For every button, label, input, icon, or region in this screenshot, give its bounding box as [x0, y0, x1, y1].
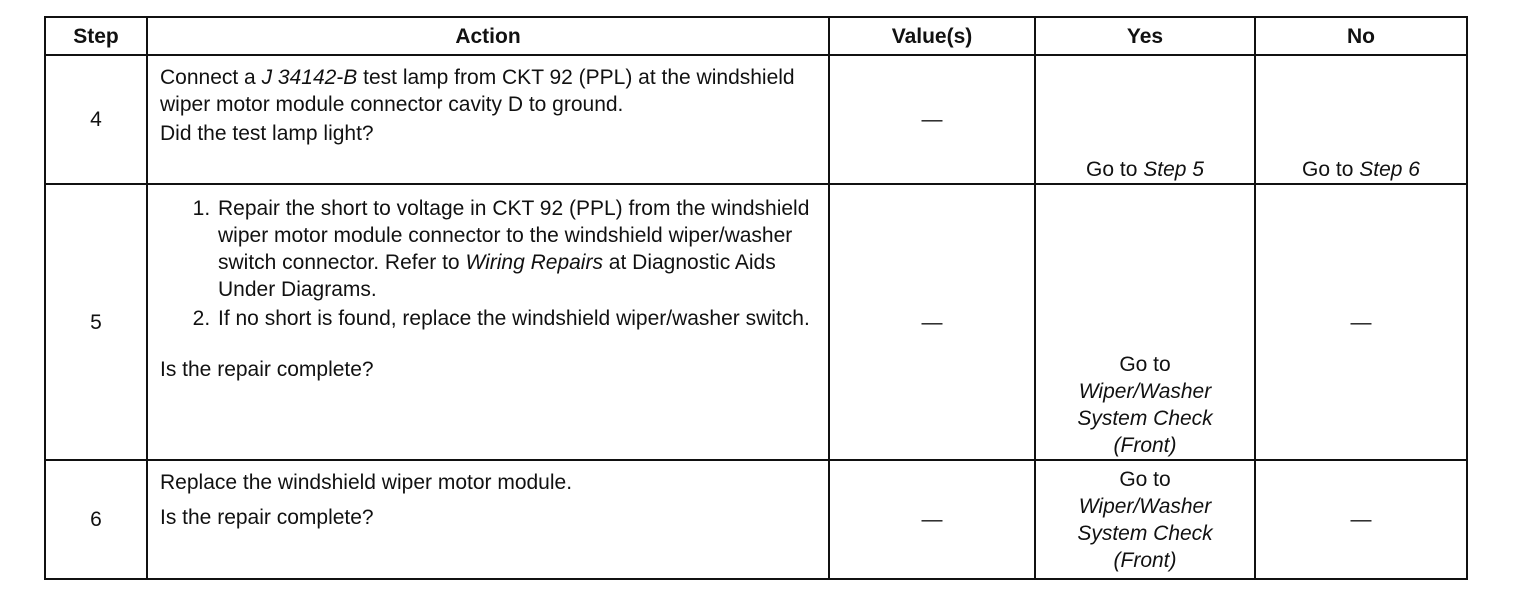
- yes-cell[interactable]: Go to Wiper/Washer System Check (Front): [1035, 184, 1255, 460]
- no-cell[interactable]: Go to Step 6: [1255, 55, 1467, 184]
- header-yes: Yes: [1035, 17, 1255, 55]
- tool-reference: J 34142-B: [261, 66, 358, 89]
- no-cell: —: [1255, 460, 1467, 579]
- yes-link[interactable]: Wiper/Washer System Check (Front): [1077, 380, 1213, 458]
- value-cell: —: [829, 184, 1035, 460]
- action-text: Replace the windshield wiper motor module.: [160, 471, 573, 495]
- value-cell: —: [829, 460, 1035, 579]
- table-row-step-5: [45, 184, 1467, 460]
- step-number: 6: [45, 460, 147, 579]
- action-step-2: 2. If no short is found, replace the windshield wiper/washer switch.: [216, 305, 816, 332]
- action-cell: [147, 55, 829, 184]
- header-no: No: [1255, 17, 1467, 55]
- action-question: Is the repair complete?: [160, 506, 374, 530]
- header-row: [45, 17, 1467, 55]
- yes-cell[interactable]: Go to Step 5: [1035, 55, 1255, 184]
- value-cell: —: [829, 55, 1035, 184]
- header-step: Step: [45, 17, 147, 55]
- wiring-repairs-link[interactable]: Wiring Repairs: [465, 250, 603, 274]
- action-steps-list: [160, 195, 816, 332]
- header-action: Action: [147, 17, 829, 55]
- table-row-step-4: [45, 55, 1467, 184]
- no-link[interactable]: Step 6: [1359, 157, 1420, 181]
- action-cell: [147, 460, 829, 579]
- step-number: 5: [45, 184, 147, 460]
- action-cell: [147, 184, 829, 460]
- diagnostic-table: [44, 16, 1468, 580]
- yes-cell[interactable]: Go to Wiper/Washer System Check (Front): [1035, 460, 1255, 579]
- yes-link[interactable]: Wiper/Washer System Check (Front): [1077, 494, 1213, 572]
- action-question: Did the test lamp light?: [160, 122, 374, 145]
- yes-link[interactable]: Step 5: [1143, 157, 1204, 181]
- action-step-1: 1. Repair the short to voltage in CKT 92 (PPL) from the windshield wiper motor module connector to the windshield wiper/washer switch connector. Refer to Wiring Repairs at Diagnostic Aids Under Diagrams.: [216, 195, 816, 303]
- action-text: Connect a J 34142-B test lamp from CKT 92 (PPL) at the windshield wiper motor module connector cavity D to ground.: [160, 66, 795, 116]
- no-cell: —: [1255, 184, 1467, 460]
- action-question: Is the repair complete?: [160, 357, 374, 381]
- table-row-step-6: [45, 460, 1467, 579]
- header-values: Value(s): [829, 17, 1035, 55]
- step-number: 4: [45, 55, 147, 184]
